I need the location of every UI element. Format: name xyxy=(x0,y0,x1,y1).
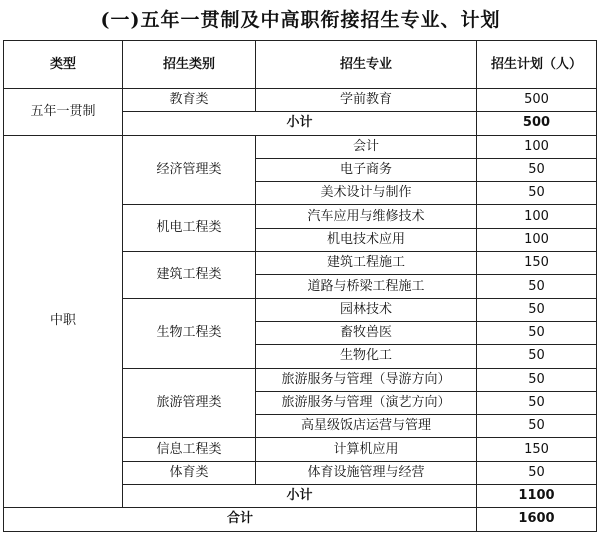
category-cell: 建筑工程类 xyxy=(123,252,256,299)
major-cell: 电子商务 xyxy=(256,158,477,181)
plan-cell: 100 xyxy=(477,205,597,228)
major-cell: 畜牧兽医 xyxy=(256,321,477,344)
major-cell: 汽车应用与维修技术 xyxy=(256,205,477,228)
plan-cell: 100 xyxy=(477,135,597,158)
major-cell: 生物化工 xyxy=(256,345,477,368)
major-cell: 建筑工程施工 xyxy=(256,252,477,275)
major-cell: 旅游服务与管理（导游方向） xyxy=(256,368,477,391)
plan-cell: 500 xyxy=(477,89,597,112)
plan-cell: 50 xyxy=(477,182,597,205)
major-cell: 园林技术 xyxy=(256,298,477,321)
major-cell: 旅游服务与管理（演艺方向） xyxy=(256,391,477,414)
plan-cell: 50 xyxy=(477,345,597,368)
plan-cell: 100 xyxy=(477,228,597,251)
plan-cell: 50 xyxy=(477,368,597,391)
subtotal-value: 500 xyxy=(477,112,597,135)
plan-cell: 50 xyxy=(477,298,597,321)
total-row xyxy=(4,508,597,531)
major-cell: 机电技术应用 xyxy=(256,228,477,251)
major-cell: 学前教育 xyxy=(256,89,477,112)
category-cell: 旅游管理类 xyxy=(123,368,256,438)
header-major: 招生专业 xyxy=(256,41,477,89)
plan-cell: 50 xyxy=(477,415,597,438)
major-cell: 道路与桥梁工程施工 xyxy=(256,275,477,298)
table-header-row xyxy=(4,41,597,89)
category-cell: 机电工程类 xyxy=(123,205,256,252)
page-title: (一)五年一贯制及中高职衔接招生专业、计划 xyxy=(100,9,501,31)
category-cell: 生物工程类 xyxy=(123,298,256,368)
plan-cell: 50 xyxy=(477,321,597,344)
header-plan: 招生计划（人） xyxy=(477,41,597,89)
header-type: 类型 xyxy=(4,41,123,89)
category-cell: 经济管理类 xyxy=(123,135,256,205)
plan-cell: 50 xyxy=(477,461,597,484)
type-zhongzhi: 中职 xyxy=(4,135,123,508)
category-cell: 信息工程类 xyxy=(123,438,256,461)
plan-cell: 150 xyxy=(477,438,597,461)
plan-cell: 50 xyxy=(477,275,597,298)
subtotal-value: 1100 xyxy=(477,485,597,508)
enrollment-plan-table xyxy=(3,40,597,532)
subtotal-label: 小计 xyxy=(123,112,477,135)
plan-cell: 150 xyxy=(477,252,597,275)
major-cell: 体育设施管理与经营 xyxy=(256,461,477,484)
major-cell: 计算机应用 xyxy=(256,438,477,461)
major-cell: 会计 xyxy=(256,135,477,158)
major-cell: 美术设计与制作 xyxy=(256,182,477,205)
table-row xyxy=(4,89,597,112)
table-row xyxy=(4,135,597,158)
category-cell: 教育类 xyxy=(123,89,256,112)
plan-cell: 50 xyxy=(477,391,597,414)
table-body xyxy=(4,89,597,532)
category-cell: 体育类 xyxy=(123,461,256,484)
total-label: 合计 xyxy=(4,508,477,531)
major-cell: 高星级饭店运营与管理 xyxy=(256,415,477,438)
plan-cell: 50 xyxy=(477,158,597,181)
header-category: 招生类别 xyxy=(123,41,256,89)
subtotal-label: 小计 xyxy=(123,485,477,508)
total-value: 1600 xyxy=(477,508,597,531)
type-five-year: 五年一贯制 xyxy=(4,89,123,136)
